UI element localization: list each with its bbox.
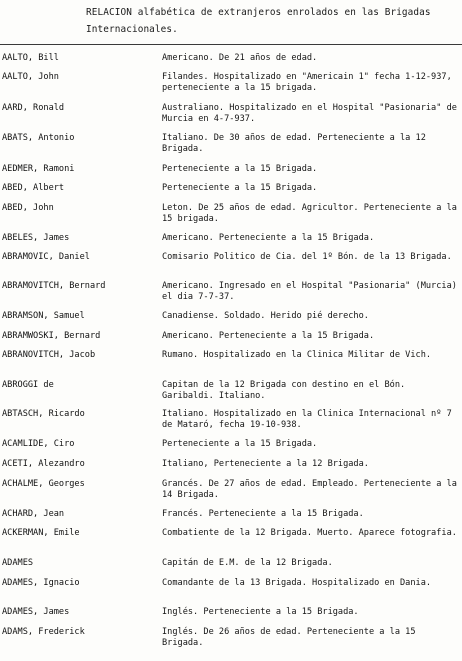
entry-description: Inglés. Perteneciente a la 15 Brigada. bbox=[162, 607, 359, 617]
list-item bbox=[0, 72, 462, 96]
entry-description: Americano. De 21 años de edad. bbox=[162, 53, 318, 63]
entry-name: AARD, Ronald bbox=[2, 103, 65, 113]
entry-name: ABRAMOVIC, Daniel bbox=[2, 252, 90, 262]
entry-description: Perteneciente a la 15 Brigada. bbox=[162, 439, 318, 449]
entry-name: ACHARD, Jean bbox=[2, 509, 65, 519]
entry-description: Comandante de la 13 Brigada. Hospitalizado en Dania. bbox=[162, 578, 432, 588]
entry-name: ABRAMOVITCH, Bernard bbox=[2, 281, 106, 291]
entry-description: Perteneciente a la 15 Brigada. bbox=[162, 183, 318, 193]
entry-name: ABED, John bbox=[2, 203, 54, 213]
entry-description: Australiano. Hospitalizado en el Hospital "Pasionaria" de Murcia en 4-7-937. bbox=[162, 103, 457, 124]
entry-name: ABRANOVITCH, Jacob bbox=[2, 350, 96, 360]
entry-name: ABROGGI de bbox=[2, 380, 54, 390]
entry-name: ACETI, Alezandro bbox=[2, 459, 85, 469]
entry-name: ABED, Albert bbox=[2, 183, 65, 193]
entry-description: Comisario Politico de Cia. del 1º Bón. de la 13 Brigada. bbox=[162, 252, 452, 262]
entry-name: AALTO, Bill bbox=[2, 53, 59, 63]
entry-name: ABRAMSON, Samuel bbox=[2, 311, 85, 321]
entry-name: ABRAMWOSKI, Bernard bbox=[2, 331, 101, 341]
list-item bbox=[0, 281, 462, 305]
list-item bbox=[0, 479, 462, 503]
entry-name: AEDMER, Ramoni bbox=[2, 164, 75, 174]
document-heading bbox=[86, 4, 456, 38]
entry-description: Americano. Perteneciente a la 15 Brigada. bbox=[162, 233, 375, 243]
list-item bbox=[0, 578, 462, 602]
entry-name: ADAMES bbox=[2, 558, 34, 568]
entry-name: ADAMES, Ignacio bbox=[2, 578, 80, 588]
list-item bbox=[0, 627, 462, 651]
heading-divider bbox=[0, 44, 462, 45]
entry-description: Italiano. De 30 años de edad. Perteneciente a la 12 Brigada. bbox=[162, 133, 426, 154]
entry-description: Inglés. De 26 años de edad. Perteneciente a la 15 Brigada. bbox=[162, 627, 416, 648]
entry-name: ACKERMAN, Emile bbox=[2, 528, 80, 538]
entry-description: Francés. Perteneciente a la 15 Brigada. bbox=[162, 509, 364, 519]
entry-name: ABELES, James bbox=[2, 233, 70, 243]
list-item bbox=[0, 103, 462, 127]
list-item bbox=[0, 409, 462, 433]
list-item bbox=[0, 252, 462, 276]
entry-description: Americano. Perteneciente a la 15 Brigada. bbox=[162, 331, 375, 341]
entry-description: Italiano. Hospitalizado en la Clinica Internacional nº 7 de Mataró, fecha 19-10-938. bbox=[162, 409, 452, 430]
entry-description: Canadiense. Soldado. Herido pié derecho. bbox=[162, 311, 369, 321]
entry-name: ACAMLIDE, Ciro bbox=[2, 439, 75, 449]
entry-description: Grancés. De 27 años de edad. Empleado. Perteneciente a la 14 Brigada. bbox=[162, 479, 457, 500]
entry-description: Capitan de la 12 Brigada con destino en el Bón. Garibaldi. Italiano. bbox=[162, 380, 406, 401]
entry-name: ADAMES, James bbox=[2, 607, 70, 617]
entry-name: ACHALME, Georges bbox=[2, 479, 85, 489]
entry-name: ABTASCH, Ricardo bbox=[2, 409, 85, 419]
heading-line-1: RELACION alfabética de extranjeros enrolados en las Brigadas bbox=[86, 7, 431, 18]
entry-name: ABATS, Antonio bbox=[2, 133, 75, 143]
list-item bbox=[0, 380, 462, 404]
entry-description: Capitán de E.M. de la 12 Brigada. bbox=[162, 558, 333, 568]
list-item bbox=[0, 203, 462, 227]
entry-description: Filandes. Hospitalizado en "Americain 1" fecha 1-12-937, perteneciente a la 15 brigada. bbox=[162, 72, 452, 93]
entry-description: Leton. De 25 años de edad. Agricultor. Perteneciente a la 15 brigada. bbox=[162, 203, 457, 224]
entry-name: AALTO, John bbox=[2, 72, 59, 82]
list-item bbox=[0, 350, 462, 374]
entry-name: ADAMS, Frederick bbox=[2, 627, 85, 637]
list-item bbox=[0, 528, 462, 552]
entry-description: Rumano. Hospitalizado en la Clinica Militar de Vich. bbox=[162, 350, 432, 360]
list-item bbox=[0, 133, 462, 157]
entry-description: Perteneciente a la 15 Brigada. bbox=[162, 164, 318, 174]
entry-description: Italiano, Perteneciente a la 12 Brigada. bbox=[162, 459, 369, 469]
entry-description: Combatiente de la 12 Brigada. Muerto. Aparece fotografia. bbox=[162, 528, 457, 538]
entry-description: Americano. Ingresado en el Hospital "Pasionaria" (Murcia) el dia 7-7-37. bbox=[162, 281, 457, 302]
heading-line-2: Internacionales. bbox=[86, 24, 178, 35]
